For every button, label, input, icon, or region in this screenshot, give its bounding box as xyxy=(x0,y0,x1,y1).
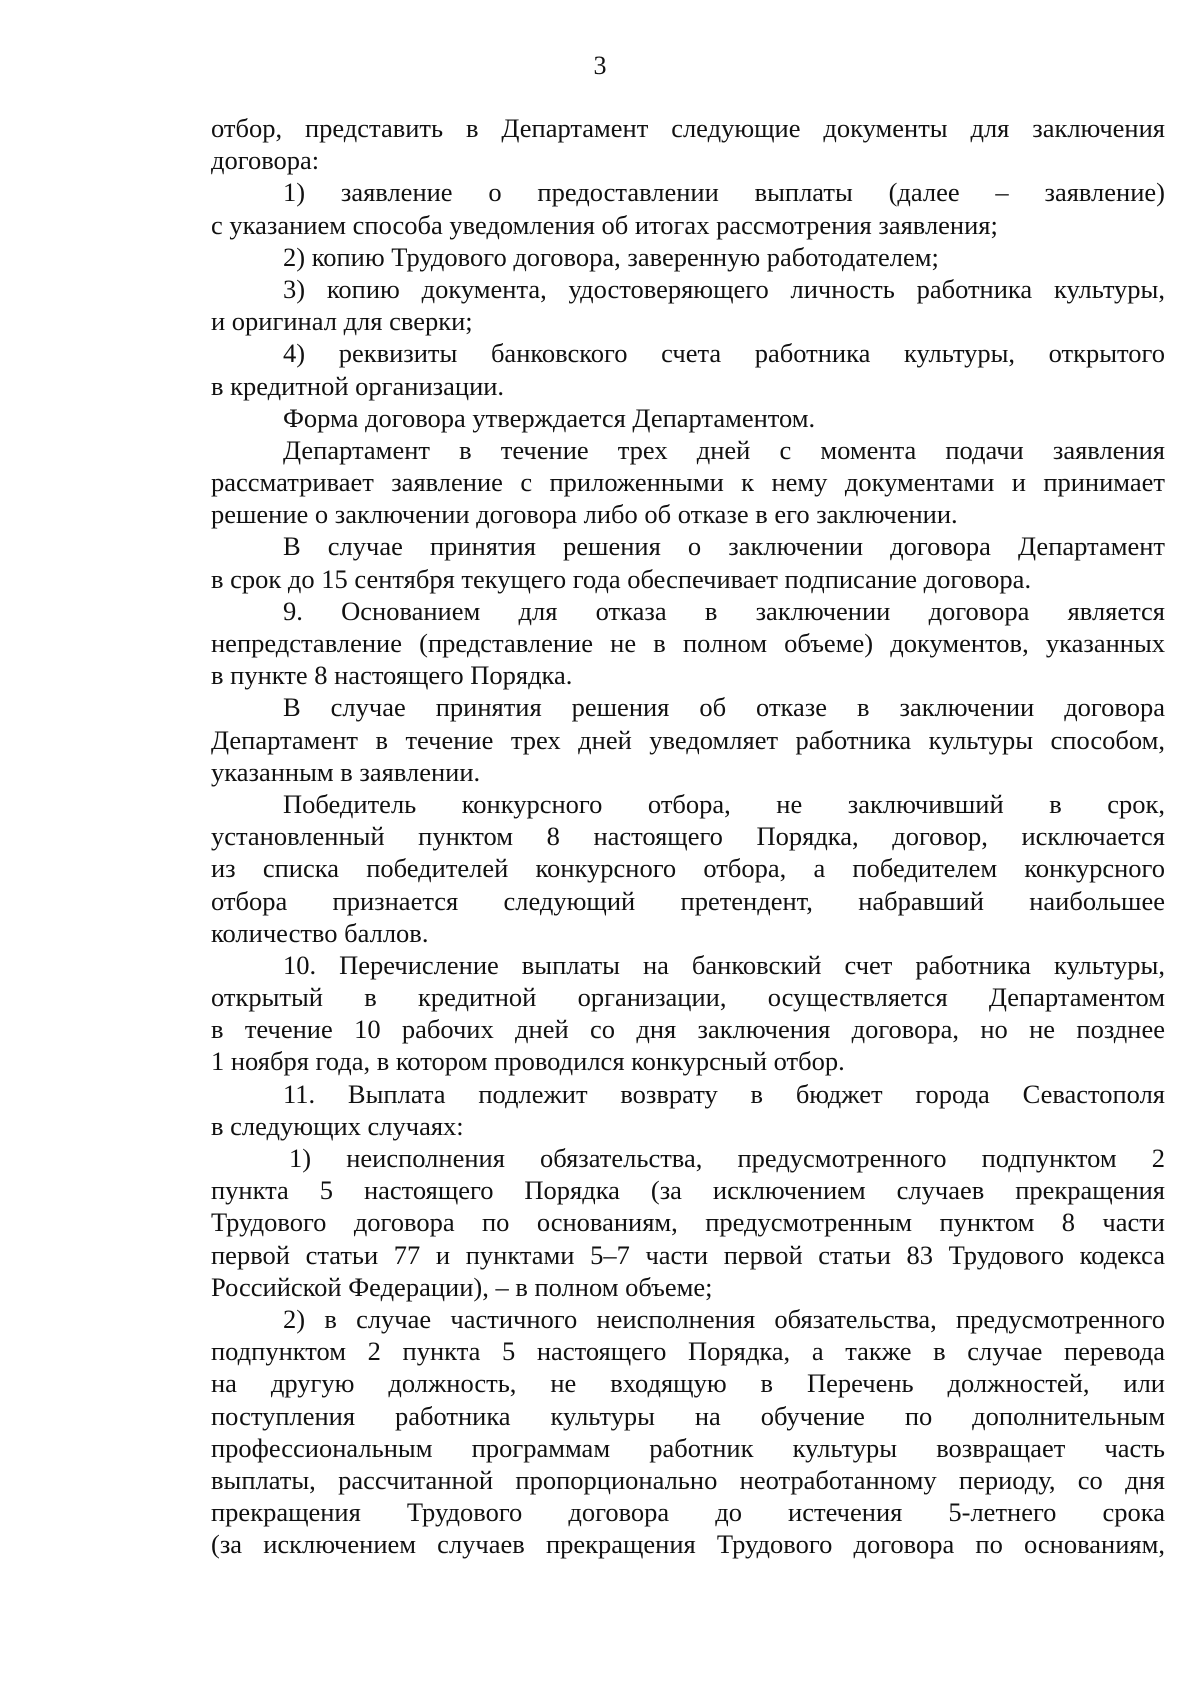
text-line: 1) неисполнения обязательства, предусмотренного подпунктом 2 xyxy=(289,1143,1165,1173)
page-number: 3 xyxy=(593,51,607,80)
text-line: 1) заявление о предоставлении выплаты (далее – заявление) xyxy=(283,177,1165,208)
text-line: и оригинал для сверки; xyxy=(211,306,473,337)
text-line: Трудового договора по основаниям, предусмотренным пунктом 8 части xyxy=(211,1207,1165,1238)
text-line: в кредитной организации. xyxy=(211,370,505,401)
text-line: пункта 5 настоящего Порядка (за исключением случаев прекращения xyxy=(211,1175,1165,1206)
text-line: 10. Перечисление выплаты на банковский счет работника культуры, xyxy=(283,949,1165,980)
text-line: в следующих случаях: xyxy=(211,1110,464,1141)
text-line: непредставление (представление не в полном объеме) документов, указанных xyxy=(211,628,1165,658)
text-line: 2) копию Трудового договора, заверенную работодателем; xyxy=(283,241,939,272)
text-line: профессиональным программам работник культуры возвращает часть xyxy=(211,1432,1165,1463)
text-line: Российской Федерации), – в полном объеме; xyxy=(211,1271,713,1302)
document-body xyxy=(211,112,1165,1560)
text-line: открытый в кредитной организации, осуществляется Департаментом xyxy=(211,982,1165,1013)
text-line: Форма договора утверждается Департаментом. xyxy=(283,402,816,433)
text-line: выплаты, рассчитанной пропорционально неотработанному периоду, со дня xyxy=(211,1464,1165,1495)
text-line: в пункте 8 настоящего Порядка. xyxy=(211,660,573,691)
text-line: в течение 10 рабочих дней со дня заключения договора, но не позднее xyxy=(211,1014,1165,1045)
text-line: количество баллов. xyxy=(211,917,429,948)
text-line: прекращения Трудового договора до истечения 5-летнего срока xyxy=(211,1497,1165,1528)
text-line: отбор, представить в Департамент следующие документы для заключения xyxy=(211,113,1165,143)
text-line: подпунктом 2 пункта 5 настоящего Порядка, а также в случае перевода xyxy=(211,1336,1165,1367)
text-line: 4) реквизиты банковского счета работника культуры, открытого xyxy=(283,338,1165,369)
text-line: из списка победителей конкурсного отбора, а победителем конкурсного xyxy=(211,853,1165,884)
text-line: с указанием способа уведомления об итогах рассмотрения заявления; xyxy=(211,209,998,240)
text-line: (за исключением случаев прекращения Трудового договора по основаниям, xyxy=(211,1529,1165,1560)
text-line: поступления работника культуры на обучение по дополнительным xyxy=(211,1400,1165,1431)
text-line: на другую должность, не входящую в Перечень должностей, или xyxy=(211,1368,1165,1399)
text-line: установленный пунктом 8 настоящего Порядка, договор, исключается xyxy=(211,821,1165,852)
text-line: 3) копию документа, удостоверяющего личность работника культуры, xyxy=(283,273,1165,304)
text-line: договора: xyxy=(211,145,320,176)
text-line: В случае принятия решения об отказе в заключении договора xyxy=(283,692,1165,723)
text-line: 9. Основанием для отказа в заключении договора является xyxy=(283,595,1165,626)
text-line: первой статьи 77 и пунктами 5–7 части первой статьи 83 Трудового кодекса xyxy=(211,1239,1165,1270)
text-line: В случае принятия решения о заключении договора Департамент xyxy=(283,531,1165,562)
text-line: Департамент в течение трех дней с момента подачи заявления xyxy=(283,434,1165,465)
text-line: 1 ноября года, в котором проводился конкурсный отбор. xyxy=(211,1046,845,1077)
text-line: в срок до 15 сентября текущего года обеспечивает подписание договора. xyxy=(211,563,1032,594)
text-line: 11. Выплата подлежит возврату в бюджет города Севастополя xyxy=(283,1078,1165,1109)
text-line: Победитель конкурсного отбора, не заключивший в срок, xyxy=(283,788,1165,819)
text-line: отбора признается следующий претендент, набравший наибольшее xyxy=(211,885,1165,916)
text-line: указанным в заявлении. xyxy=(211,756,481,787)
text-line: 2) в случае частичного неисполнения обязательства, предусмотренного xyxy=(283,1303,1165,1334)
text-line: рассматривает заявление с приложенными к нему документами и принимает xyxy=(211,467,1165,498)
text-line: решение о заключении договора либо об отказе в его заключении. xyxy=(211,499,958,530)
text-line: Департамент в течение трех дней уведомляет работника культуры способом, xyxy=(211,724,1165,755)
